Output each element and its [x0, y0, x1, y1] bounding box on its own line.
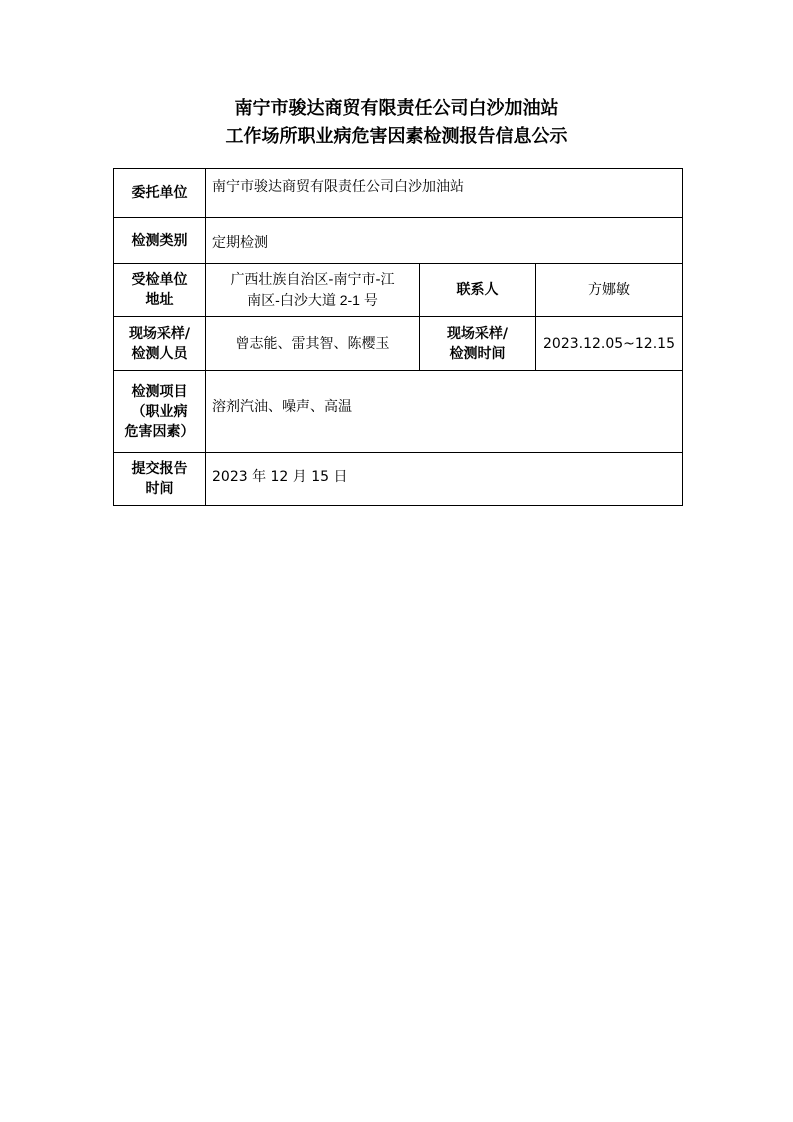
personnel-value: 曾志能、雷其智、陈樱玉	[206, 317, 420, 371]
row-inspection-type	[114, 218, 683, 264]
address-label-line2: 地址	[145, 292, 174, 308]
row-report-time	[114, 453, 683, 506]
contact-label: 联系人	[420, 264, 536, 317]
address-label-line1: 受检单位	[131, 272, 188, 288]
row-personnel	[114, 317, 683, 371]
client-label: 委托单位	[114, 169, 206, 218]
inspection-type-value: 定期检测	[206, 218, 683, 264]
info-table	[113, 168, 683, 506]
items-label-line1: 检测项目	[131, 383, 188, 400]
row-address	[114, 264, 683, 317]
items-label	[114, 371, 206, 453]
title-line-1: 南宁市骏达商贸有限责任公司白沙加油站	[234, 98, 559, 119]
items-value: 溶剂汽油、噪声、高温	[206, 371, 683, 453]
address-label	[114, 264, 206, 317]
time-label-line1: 现场采样/	[446, 325, 509, 342]
time-label-line2: 检测时间	[449, 345, 506, 362]
report-time-label	[114, 453, 206, 506]
items-label-line2: （职业病	[131, 403, 188, 420]
personnel-label-line2: 检测人员	[131, 345, 188, 362]
row-client	[114, 169, 683, 218]
contact-value: 方娜敏	[536, 264, 683, 317]
title-line-2: 工作场所职业病危害因素检测报告信息公示	[225, 126, 568, 147]
items-label-line3: 危害因素）	[124, 423, 195, 440]
time-value: 2023.12.05~12.15	[536, 317, 683, 371]
row-items	[114, 371, 683, 453]
document-title	[0, 95, 793, 151]
address-value	[206, 264, 420, 317]
personnel-label-line1: 现场采样/	[128, 325, 191, 342]
report-time-value: 2023 年 12 月 15 日	[206, 453, 683, 506]
address-value-line2: 南区-白沙大道 2-1 号	[247, 292, 378, 308]
report-time-label-line2: 时间	[145, 481, 174, 497]
time-label	[420, 317, 536, 371]
client-value: 南宁市骏达商贸有限责任公司白沙加油站	[206, 169, 683, 218]
personnel-label	[114, 317, 206, 371]
address-value-line1: 广西壮族自治区-南宁市-江	[230, 272, 395, 288]
report-time-label-line1: 提交报告	[131, 461, 188, 477]
inspection-type-label: 检测类别	[114, 218, 206, 264]
